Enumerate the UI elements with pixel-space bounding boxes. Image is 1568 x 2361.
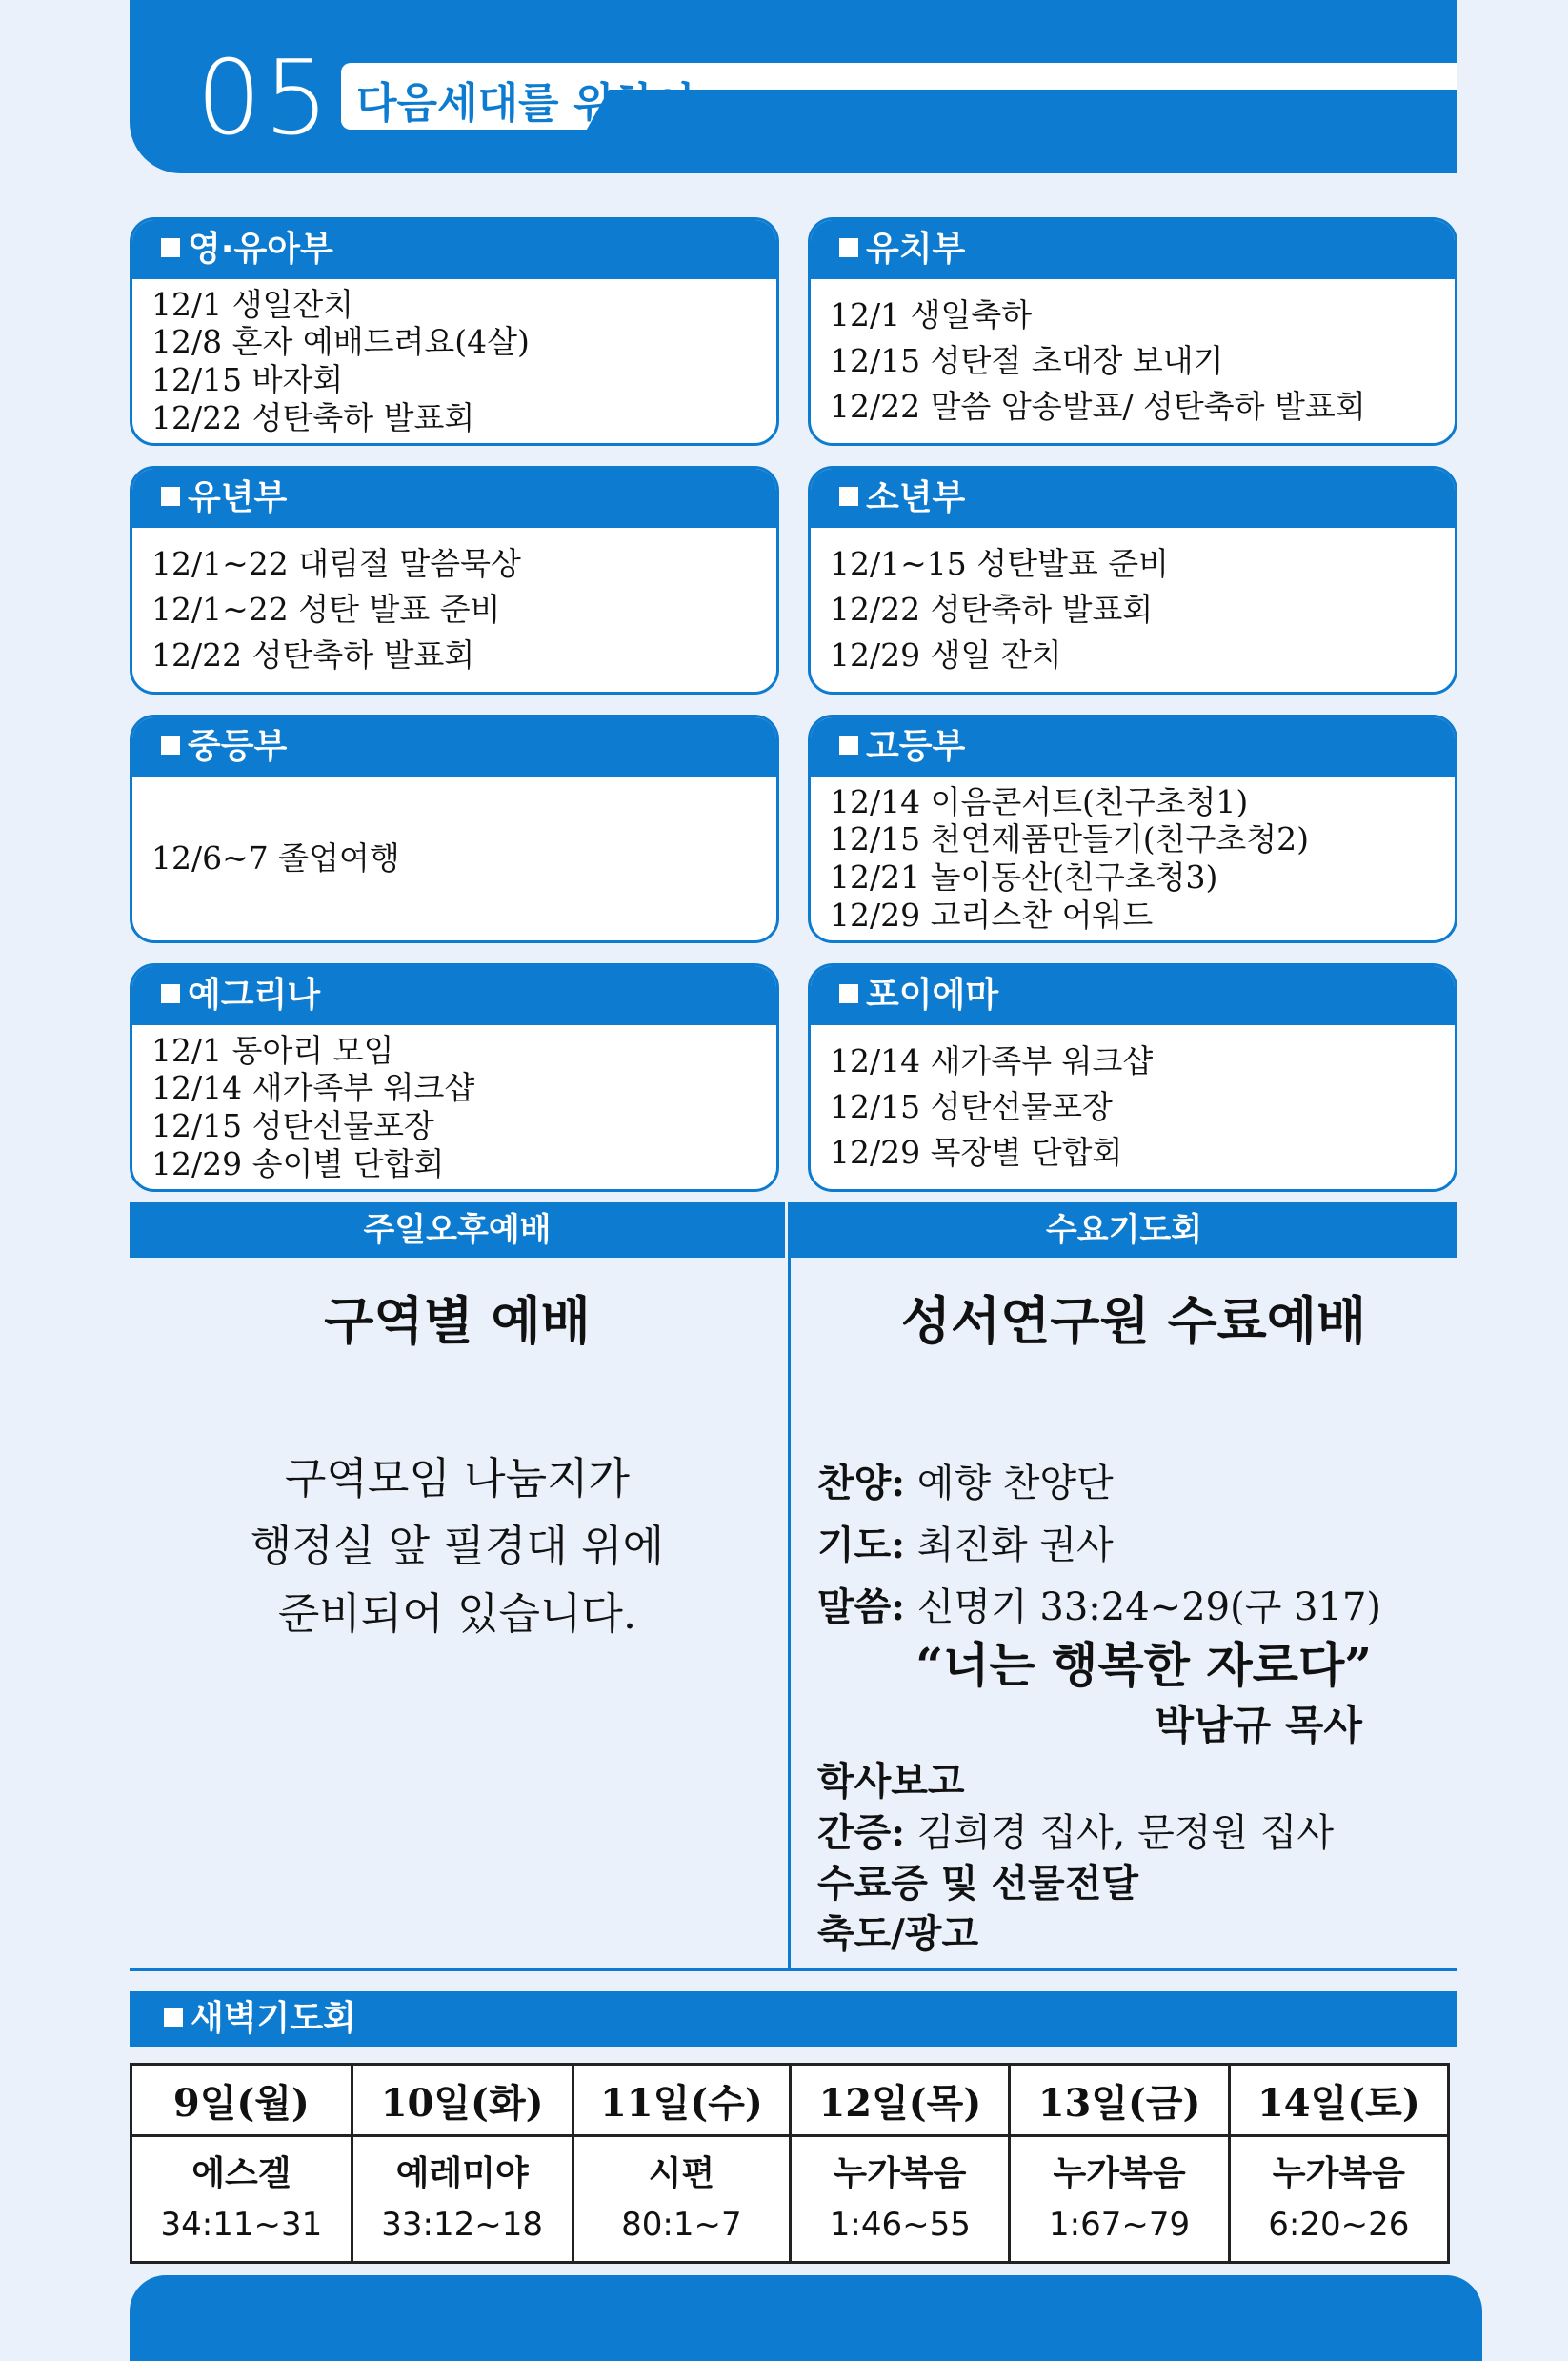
dept-item: 12/22 말씀 암송발표/ 성탄축하 발표회 bbox=[830, 387, 1366, 425]
dept-box-poiema bbox=[808, 963, 1457, 1192]
scripture-cell: 시편 80:1~7 bbox=[573, 2136, 791, 2263]
table-row bbox=[131, 2136, 1449, 2263]
dept-header: 소년부 bbox=[811, 469, 1455, 528]
dept-header: 영·유아부 bbox=[132, 220, 776, 279]
square-bullet-icon bbox=[161, 487, 180, 506]
dept-item: 12/14 새가족부 워크샵 bbox=[830, 1042, 1154, 1080]
dept-box-high-school bbox=[808, 715, 1457, 943]
dept-header: 고등부 bbox=[811, 717, 1455, 777]
dept-item: 12/15 성탄선물포장 bbox=[830, 1088, 1113, 1126]
dept-item: 12/1~22 대림절 말씀묵상 bbox=[151, 545, 521, 583]
dept-item: 12/6~7 졸업여행 bbox=[151, 839, 400, 878]
square-bullet-icon bbox=[839, 238, 858, 257]
dept-item: 12/15 바자회 bbox=[151, 361, 344, 398]
scripture-cell: 예레미야 33:12~18 bbox=[352, 2136, 573, 2263]
wednesday-header: 수요기도회 bbox=[791, 1202, 1457, 1258]
section-title: 다음세대를 위하여 bbox=[356, 79, 695, 128]
dawn-prayer-header: 새벽기도회 bbox=[130, 1991, 1457, 2047]
program-certificate: 수료증 및 선물전달 bbox=[817, 1861, 1138, 1906]
service-bottom-rule bbox=[130, 1968, 1457, 1971]
square-bullet-icon bbox=[161, 238, 180, 257]
sunday-afternoon-notice: 구역모임 나눔지가 행정실 앞 필경대 위에 준비되어 있습니다. bbox=[250, 1453, 665, 1639]
scripture-cell: 누가복음 1:67~79 bbox=[1010, 2136, 1229, 2263]
day-cell: 9일(월) bbox=[131, 2065, 352, 2136]
dept-item: 12/29 목장별 단합회 bbox=[830, 1133, 1123, 1171]
dept-box-elementary bbox=[808, 466, 1457, 695]
square-bullet-icon bbox=[839, 736, 858, 755]
dept-item: 12/21 놀이동산(친구초청3) bbox=[830, 858, 1218, 896]
square-bullet-icon bbox=[161, 984, 180, 1003]
dept-item: 12/1 생일축하 bbox=[830, 296, 1033, 334]
day-cell: 12일(목) bbox=[791, 2065, 1010, 2136]
preacher: 박남규 목사 bbox=[1155, 1702, 1362, 1748]
dept-item: 12/15 성탄절 초대장 보내기 bbox=[830, 342, 1224, 380]
dept-box-infant bbox=[130, 217, 779, 446]
scripture-cell: 누가복음 1:46~55 bbox=[791, 2136, 1010, 2263]
dept-box-yegrina bbox=[130, 963, 779, 1192]
square-bullet-icon bbox=[839, 984, 858, 1003]
dept-header: 예그리나 bbox=[132, 966, 776, 1025]
dept-box-primary bbox=[130, 466, 779, 695]
dept-box-kindergarten bbox=[808, 217, 1457, 446]
square-bullet-icon bbox=[164, 2008, 183, 2027]
dept-item: 12/22 성탄축하 발표회 bbox=[151, 636, 475, 674]
dept-item: 12/29 송이별 단합회 bbox=[151, 1144, 445, 1182]
sunday-afternoon-header: 주일오후예배 bbox=[130, 1202, 785, 1258]
dept-header: 포이에마 bbox=[811, 966, 1455, 1025]
dept-header: 유년부 bbox=[132, 469, 776, 528]
dept-box-middle-school bbox=[130, 715, 779, 943]
wednesday-title: 성서연구원 수료예배 bbox=[900, 1290, 1367, 1351]
program-closing: 축도/광고 bbox=[817, 1911, 979, 1956]
day-cell: 10일(화) bbox=[352, 2065, 573, 2136]
dept-item: 12/1~22 성탄 발표 준비 bbox=[151, 591, 501, 629]
dept-item: 12/8 혼자 예배드려요(4살) bbox=[151, 323, 530, 361]
day-cell: 14일(토) bbox=[1229, 2065, 1448, 2136]
dept-item: 12/14 새가족부 워크샵 bbox=[151, 1069, 475, 1107]
square-bullet-icon bbox=[839, 487, 858, 506]
program-report: 학사보고 bbox=[817, 1759, 965, 1804]
footer-band bbox=[130, 2275, 1482, 2361]
day-cell: 13일(금) bbox=[1010, 2065, 1229, 2136]
dawn-prayer-table bbox=[130, 2063, 1450, 2264]
day-cell: 11일(수) bbox=[573, 2065, 791, 2136]
sermon-title: “너는 행복한 자로다” bbox=[915, 1637, 1372, 1693]
dept-item: 12/15 천연제품만들기(친구초청2) bbox=[830, 820, 1309, 858]
dept-item: 12/1 생일잔치 bbox=[151, 285, 354, 323]
scripture-cell: 에스겔 34:11~31 bbox=[131, 2136, 352, 2263]
dept-header: 유치부 bbox=[811, 220, 1455, 279]
dept-item: 12/15 성탄선물포장 bbox=[151, 1107, 434, 1144]
dept-item: 12/22 성탄축하 발표회 bbox=[151, 398, 475, 436]
dept-item: 12/29 고리스찬 어워드 bbox=[830, 896, 1154, 934]
dept-item: 12/1~15 성탄발표 준비 bbox=[830, 545, 1169, 583]
program-hymn: 찬양: 예향 찬양단 bbox=[817, 1461, 1114, 1505]
sunday-afternoon-title: 구역별 예배 bbox=[324, 1290, 591, 1351]
dept-item: 12/1 동아리 모임 bbox=[151, 1031, 394, 1069]
dept-item: 12/29 생일 잔치 bbox=[830, 636, 1062, 674]
square-bullet-icon bbox=[161, 736, 180, 755]
dept-header: 중등부 bbox=[132, 717, 776, 777]
program-prayer: 기도: 최진화 권사 bbox=[817, 1523, 1114, 1567]
program-testimony: 간증: 김희경 집사, 문정원 집사 bbox=[817, 1810, 1335, 1855]
dept-item: 12/22 성탄축하 발표회 bbox=[830, 591, 1154, 629]
section-number: 05 bbox=[196, 39, 332, 158]
table-row bbox=[131, 2065, 1449, 2136]
program-word: 말씀: 신명기 33:24~29(구 317) bbox=[817, 1584, 1382, 1629]
scripture-cell: 누가복음 6:20~26 bbox=[1229, 2136, 1448, 2263]
dept-item: 12/14 이음콘서트(친구초청1) bbox=[830, 782, 1249, 820]
